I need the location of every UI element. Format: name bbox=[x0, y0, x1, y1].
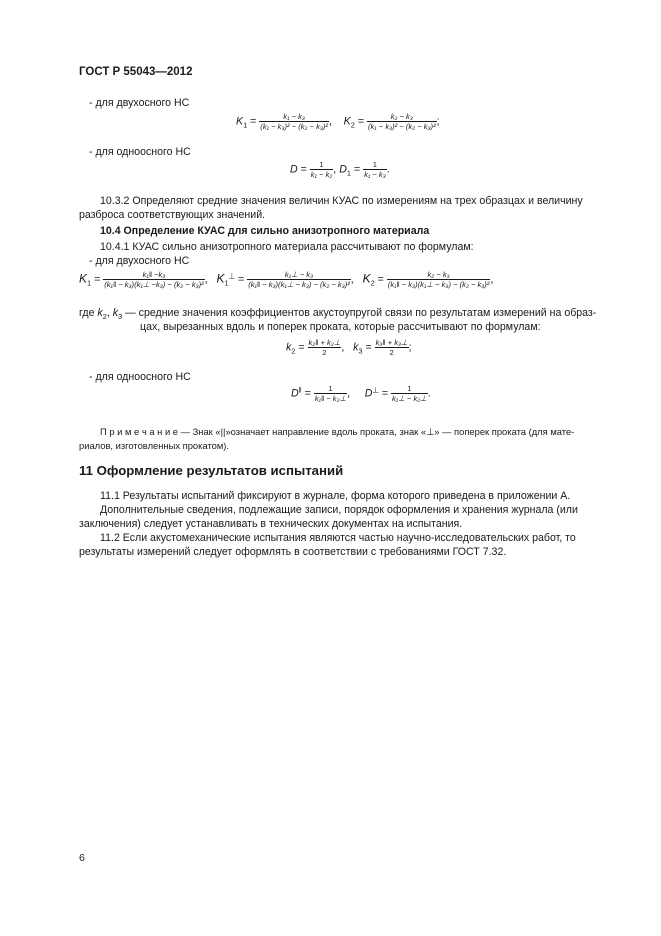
fraction-K1-anisotropic bbox=[103, 270, 204, 289]
biaxial-label: - для двухосного НС bbox=[89, 97, 190, 109]
symbol-D-perp: D bbox=[364, 387, 373, 400]
formula-anisotropic-biaxial bbox=[79, 270, 493, 289]
fraction-D-parallel bbox=[314, 384, 347, 403]
fraction-numerator: k₁ − k₃ bbox=[283, 112, 305, 121]
fraction-K1 bbox=[259, 112, 329, 131]
equals-sign: = bbox=[381, 387, 389, 400]
equals-sign: = bbox=[353, 163, 361, 176]
superscript: ‖ bbox=[298, 385, 302, 395]
paragraph-11-1-line3: заключения) следует устанавливать в технических документах на испытания. bbox=[79, 518, 463, 530]
separator: , bbox=[328, 115, 332, 128]
terminator: , bbox=[490, 273, 494, 286]
subscript: 1 bbox=[243, 120, 248, 130]
biaxial-label-2: - для двухосного НС bbox=[89, 255, 190, 267]
fraction-denominator: (k₁‖ − k₃)(k₁⊥ − k₃) − (k₂ − k₃)² bbox=[248, 280, 350, 289]
formula-d-d1-uniaxial bbox=[290, 160, 390, 179]
document-code: ГОСТ Р 55043—2012 bbox=[79, 66, 193, 78]
separator: , bbox=[347, 387, 351, 400]
fraction-numerator: k₂ − k₃ bbox=[427, 270, 450, 279]
fraction-K2 bbox=[367, 112, 437, 131]
fraction-numerator: k₃‖ + k₃⊥ bbox=[375, 338, 408, 347]
page-number: 6 bbox=[79, 852, 85, 864]
superscript: ⊥ bbox=[372, 385, 379, 395]
subscript: 1 bbox=[346, 168, 351, 178]
fraction-K1-perp bbox=[247, 270, 351, 289]
symbol-K1: K bbox=[79, 271, 88, 286]
fraction-denominator: k₁‖ − k₂⊥ bbox=[314, 394, 347, 403]
paragraph-11-2-line2: результаты измерений следует оформлять в соответствии с требованиями ГОСТ 7.32. bbox=[79, 546, 507, 558]
where-text: средние значения коэффициентов акустоупругой связи по результатам измерений на образ- bbox=[138, 307, 597, 319]
fraction-denominator: (k₁‖ − k₃)(k₁⊥ − k₃) − (k₂ − k₃)² bbox=[387, 280, 490, 289]
superscript: ⊥ bbox=[228, 271, 236, 281]
fraction-K2-anisotropic bbox=[387, 270, 494, 289]
dash: — bbox=[125, 307, 136, 319]
terminator: . bbox=[427, 387, 431, 400]
equals-sign: = bbox=[365, 341, 372, 354]
symbol-K1: K bbox=[236, 115, 244, 128]
fraction-numerator: 1 bbox=[372, 160, 378, 169]
equals-sign: = bbox=[357, 115, 365, 128]
symbol-k2: k bbox=[286, 341, 292, 354]
fraction-denominator: k₁ − k₃ bbox=[364, 170, 386, 179]
fraction-denominator: (k₁‖ − k₃)(k₁⊥ −k₃) − (k₂ − k₃)² bbox=[104, 280, 204, 289]
fraction-numerator: k₁⊥ − k₃ bbox=[284, 270, 314, 279]
subscript: 1 bbox=[87, 278, 92, 288]
equals-sign: = bbox=[238, 273, 245, 286]
terminator: . bbox=[386, 163, 390, 176]
symbol-D: D bbox=[290, 163, 298, 176]
formula-k1-k2-biaxial bbox=[236, 112, 440, 131]
equals-sign: = bbox=[300, 163, 307, 176]
fraction-numerator: k₂‖ + k₂⊥ bbox=[308, 338, 341, 347]
symbol-K2: K bbox=[362, 271, 371, 286]
fraction-k2 bbox=[308, 338, 345, 357]
separator: , bbox=[350, 273, 354, 286]
fraction-denominator: 2 bbox=[322, 348, 327, 357]
fraction-denominator: (k₁ − k₃)² − (k₂ − k₃)² bbox=[260, 122, 328, 131]
symbol-k3: k bbox=[112, 307, 119, 319]
section-heading-10-4: 10.4 Определение КУАС для сильно анизотропного материала bbox=[100, 225, 430, 237]
subscript: 1 bbox=[224, 278, 229, 288]
paragraph-11-1-line1: 11.1 Результаты испытаний фиксируют в журнале, форма которого приведена в приложении А. bbox=[100, 490, 571, 502]
note-line1: П р и м е ч а н и е — Знак «||»означает направление вдоль проката, знак «⊥» — поперек проката (для мате- bbox=[100, 426, 575, 437]
symbol-D-parallel: D bbox=[291, 387, 299, 400]
equals-sign: = bbox=[250, 115, 257, 128]
uniaxial-label-2: - для одноосного НС bbox=[89, 371, 191, 383]
paragraph-11-1-line2: Дополнительные сведения, подлежащие записи, порядок оформления и хранения журнала (или bbox=[100, 504, 578, 516]
fraction-D1 bbox=[363, 160, 387, 179]
equals-sign: = bbox=[298, 341, 305, 354]
equals-sign: = bbox=[94, 273, 101, 286]
fraction-D bbox=[310, 160, 337, 179]
symbol-k3: k bbox=[353, 341, 359, 354]
fraction-denominator: (k₁ − k₃)² − (k₂ − k₃)² bbox=[367, 122, 436, 131]
paragraph-10-3-2-line1: 10.3.2 Определяют средние значения величин КУАС по измерениям на трех образцах и величину bbox=[100, 195, 583, 207]
symbol-k2: k bbox=[97, 307, 103, 319]
fraction-denominator: k₁ − k₂ bbox=[310, 170, 333, 179]
formula-k2-k3 bbox=[286, 338, 412, 357]
separator: , bbox=[341, 341, 345, 354]
subscript: 3 bbox=[118, 312, 123, 321]
fraction-k3 bbox=[375, 338, 409, 357]
fraction-denominator: 2 bbox=[389, 348, 394, 357]
equals-sign: = bbox=[377, 273, 384, 286]
paragraph-10-3-2-line2: разброса соответствующих значений. bbox=[79, 209, 266, 221]
subscript: 2 bbox=[350, 120, 355, 130]
fraction-numerator: 1 bbox=[407, 384, 412, 393]
fraction-numerator: k₂ − k₃ bbox=[390, 112, 413, 121]
symbol-K2: K bbox=[343, 115, 351, 128]
subscript: 2 bbox=[291, 346, 296, 356]
where-word: где bbox=[79, 307, 95, 319]
paragraph-11-2-line1: 11.2 Если акустомеханические испытания являются частью научно-исследовательских работ, то bbox=[100, 532, 576, 544]
uniaxial-label: - для одноосного НС bbox=[89, 146, 191, 158]
subscript: 2 bbox=[370, 278, 375, 288]
note-line2: риалов, изготовленных прокатом). bbox=[79, 440, 230, 451]
terminator: ; bbox=[436, 115, 440, 128]
fraction-denominator: k₁⊥ − k₂⊥ bbox=[391, 394, 427, 403]
fraction-numerator: 1 bbox=[328, 384, 333, 393]
paragraph-10-4-1: 10.4.1 КУАС сильно анизотропного материала рассчитывают по формулам: bbox=[100, 241, 474, 253]
equals-sign: = bbox=[304, 387, 311, 400]
where-clause-line2: цах, вырезанных вдоль и поперек проката, которые рассчитывают по формулам: bbox=[140, 321, 541, 333]
subscript: 3 bbox=[358, 346, 363, 356]
symbol-K1-perp: K bbox=[216, 271, 225, 286]
fraction-numerator: k₁‖ −k₃ bbox=[142, 270, 166, 279]
separator: , bbox=[204, 273, 208, 286]
fraction-D-perp bbox=[391, 384, 428, 403]
subscript: 2 bbox=[102, 312, 107, 321]
formula-d-parallel-d-perp bbox=[291, 384, 431, 403]
terminator: ; bbox=[408, 341, 412, 354]
symbol-D1: D bbox=[339, 163, 347, 176]
fraction-numerator: 1 bbox=[319, 160, 324, 169]
separator: , bbox=[106, 307, 110, 319]
separator: , bbox=[333, 163, 337, 176]
section-heading-11: 11 Оформление результатов испытаний bbox=[79, 463, 344, 478]
